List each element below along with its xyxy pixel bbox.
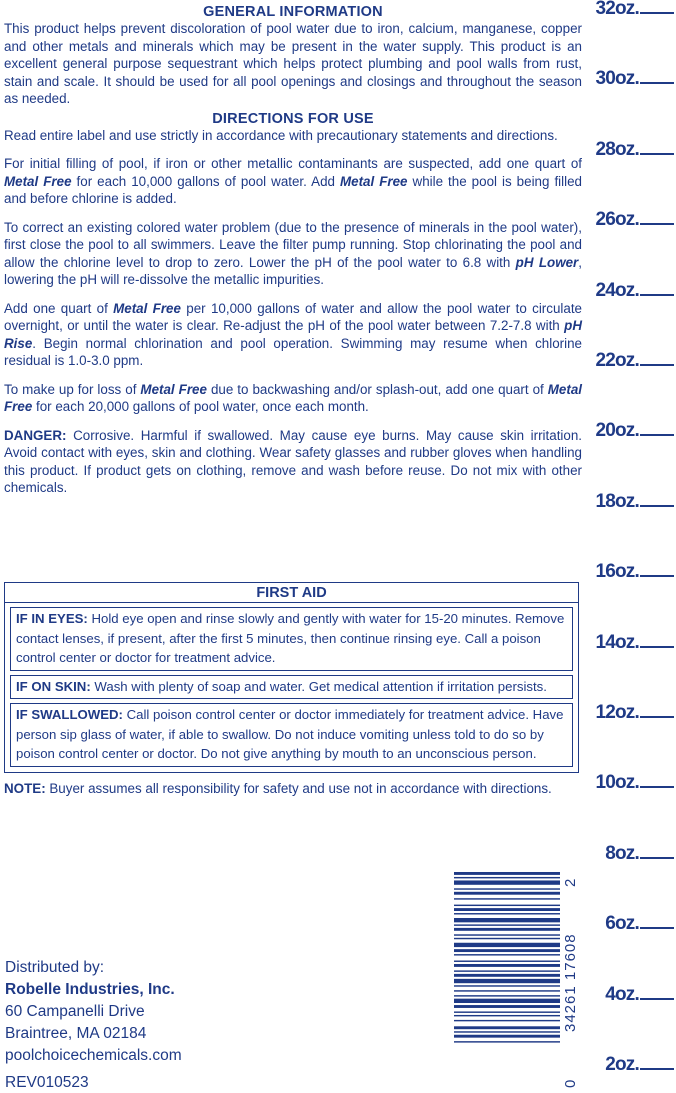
barcode-bar	[454, 979, 560, 983]
directions-heading: DIRECTIONS FOR USE	[212, 110, 374, 127]
barcode-bar	[454, 943, 560, 947]
scale-mark-label: 24oz.	[595, 279, 639, 301]
distributor-website[interactable]: poolchoicechemicals.com	[5, 1047, 182, 1064]
scale-mark-label: 22oz.	[595, 350, 639, 371]
directions-paragraph-3: To correct an existing colored water problem (due to the presence of minerals in the pool water), first close the pool to all swimmers. Leave the filter pump running. Stop chlorinating the pool and allow the chlorine level to drop to zero. Lower the pH of the pool water to 6.8 with pH Lower, lowering the pH will re-dissolve the metallic impurities.	[4, 219, 582, 287]
scale-mark-label: 16oz.	[595, 561, 639, 583]
directions-paragraph-2: For initial filling of pool, if iron or other metallic contaminants are suspected, add one quart of Metal Free for each 10,000 gallons of pool water. Add Metal Free while the pool is being filled and before chlorine is added.	[4, 156, 583, 206]
barcode-bar	[454, 1020, 560, 1021]
barcode-bar	[454, 1031, 560, 1032]
barcode-bar	[454, 949, 560, 952]
scale-mark	[595, 280, 674, 302]
product-name: Metal Free	[140, 381, 207, 397]
scale-mark	[605, 843, 674, 865]
barcode-bar	[454, 1011, 560, 1012]
barcode-bar	[454, 928, 560, 931]
directions-paragraph-1: Read entire label and use strictly in accordance with precautionary statements and directions.	[4, 127, 558, 143]
general-information-text: This product helps prevent discoloration of pool water due to iron, calcium, manganese, copper and other metals and minerals which may be present in the water supply. This product is an excellent general purpose sequestrant which helps protect plumbing and pool walls from rust, stain and scale. It should be used for all pool openings and closings and throughout the season as needed.	[4, 21, 582, 106]
scale-mark	[605, 1054, 674, 1076]
barcode-bar	[454, 1005, 560, 1008]
barcode-bar	[454, 1041, 560, 1042]
barcode-bar	[454, 970, 560, 971]
label-main-text	[4, 4, 582, 497]
scale-mark	[595, 632, 674, 654]
danger-warning: DANGER: Corrosive. Harmful if swallowed. May cause eye burns. May cause skin irritation. Avoid contact with eyes, skin and clothing. Wear safety glasses and rubber gloves when handling this product. If product gets on clothing, remove and wash before reuse. Do not mix with other chemicals.	[4, 427, 582, 495]
barcode-bar	[454, 938, 560, 939]
scale-mark-label: 8oz.	[605, 842, 639, 864]
distributor-city: Braintree, MA 02184	[5, 1025, 147, 1042]
buyer-note: NOTE: Buyer assumes all responsibility for safety and use not in accordance with directions.	[4, 781, 552, 796]
barcode-digits	[562, 878, 582, 1088]
scale-mark	[595, 350, 674, 372]
note-label: NOTE:	[4, 781, 46, 796]
danger-label: DANGER:	[4, 427, 67, 443]
scale-mark-label: 30oz.	[595, 68, 639, 90]
product-name: Metal Free	[4, 381, 582, 414]
barcode-bar	[454, 924, 560, 925]
product-name: Metal Free	[4, 173, 72, 189]
barcode-bar	[454, 1026, 560, 1029]
scale-mark	[595, 68, 674, 90]
scale-mark	[595, 0, 674, 20]
barcode-bar	[454, 990, 560, 991]
scale-mark-label: 20oz.	[595, 420, 639, 442]
directions-paragraph-4: Add one quart of Metal Free per 10,000 gallons of water and allow the pool water to circulate overnight, or until the water is clear. Re-adjust the pH of the pool water between 7.2-7.8 with pH Rise. Begin normal chlorination and pool operation. Swimming may resume when chlorine residual is 1.0-3.0 ppm.	[4, 300, 582, 368]
scale-mark-label: 4oz.	[605, 983, 639, 1005]
barcode-bar	[454, 995, 560, 996]
barcode-check-digit: 2	[562, 878, 579, 888]
first-aid-swallowed: IF SWALLOWED: Call poison control center or doctor immediately for treatment advice. Have person sip glass of water, if able to swallow. Do not induce vomiting unless told to do so by poison control center or doctor. Do not give anything by mouth to an unconscious person.	[10, 703, 573, 767]
scale-mark	[595, 139, 674, 161]
scale-mark-label: 12oz.	[595, 702, 639, 723]
barcode-bar	[454, 905, 560, 906]
distributor-name: Robelle Industries, Inc.	[5, 981, 175, 998]
directions-paragraph-5: To make up for loss of Metal Free due to backwashing and/or splash-out, add one quart of Metal Free for each 20,000 gallons of pool water, once each month.	[4, 381, 582, 414]
distributor-street: 60 Campanelli Drive	[5, 1003, 145, 1020]
barcode-bar	[454, 1035, 560, 1038]
scale-mark	[605, 984, 674, 1006]
scale-mark	[595, 702, 674, 724]
scale-mark	[605, 913, 674, 935]
scale-mark	[595, 772, 674, 794]
ph-lower-product: pH Lower	[515, 254, 579, 270]
scale-mark	[595, 491, 674, 513]
scale-mark	[595, 561, 674, 583]
barcode-lead-digit: 0	[562, 1078, 579, 1088]
barcode-bar	[454, 908, 560, 911]
general-information-heading: GENERAL INFORMATION	[203, 4, 383, 20]
barcode-bar	[454, 877, 560, 878]
barcode-bar	[454, 1015, 560, 1016]
barcode-bar	[454, 964, 560, 967]
distributor-block	[5, 957, 182, 1067]
scale-mark	[595, 209, 674, 231]
first-aid-skin: IF ON SKIN: Wash with plenty of soap and water. Get medical attention if irritation persists.	[10, 675, 573, 700]
scale-mark-label: 6oz.	[605, 913, 639, 935]
barcode-bar	[454, 898, 560, 899]
barcode-bar	[454, 913, 560, 914]
distributor-heading: Distributed by:	[5, 959, 105, 976]
scale-mark-label: 14oz.	[595, 631, 639, 653]
barcode-bar	[454, 954, 560, 955]
first-aid-box	[4, 582, 579, 773]
barcode-bar	[454, 872, 560, 875]
scale-mark-label: 2oz.	[605, 1054, 639, 1075]
barcode-bar	[454, 934, 560, 935]
barcode-bar	[454, 888, 560, 889]
scale-mark-label: 18oz.	[595, 490, 639, 512]
barcode-number: 34261 17608	[562, 933, 579, 1033]
barcode-bar	[454, 999, 560, 1003]
barcode-bar	[454, 892, 560, 895]
ph-rise-product: pH Rise	[4, 318, 582, 351]
revision-code: REV010523	[5, 1074, 89, 1091]
product-name: Metal Free	[113, 300, 181, 316]
scale-mark-label: 28oz.	[595, 138, 639, 160]
barcode-bar	[454, 974, 560, 977]
scale-mark-label: 32oz.	[595, 0, 639, 19]
barcode-bar	[454, 985, 560, 986]
first-aid-heading: FIRST AID	[5, 583, 578, 603]
barcode-bar	[454, 918, 560, 922]
scale-mark-label: 26oz.	[595, 209, 639, 231]
barcode-bar	[454, 880, 560, 884]
scale-mark	[595, 420, 674, 442]
product-name: Metal Free	[339, 173, 408, 189]
first-aid-eyes: IF IN EYES: Hold eye open and rinse slowly and gently with water for 15-20 minutes. Remove contact lenses, if present, after the first 5 minutes, then continue rinsing eye. Call a poison control center or doctor for treatment advice.	[10, 607, 573, 671]
barcode-bar	[454, 961, 560, 962]
upc-barcode	[454, 872, 560, 1086]
fill-level-scale	[592, 0, 676, 1093]
scale-mark-label: 10oz.	[595, 772, 639, 794]
